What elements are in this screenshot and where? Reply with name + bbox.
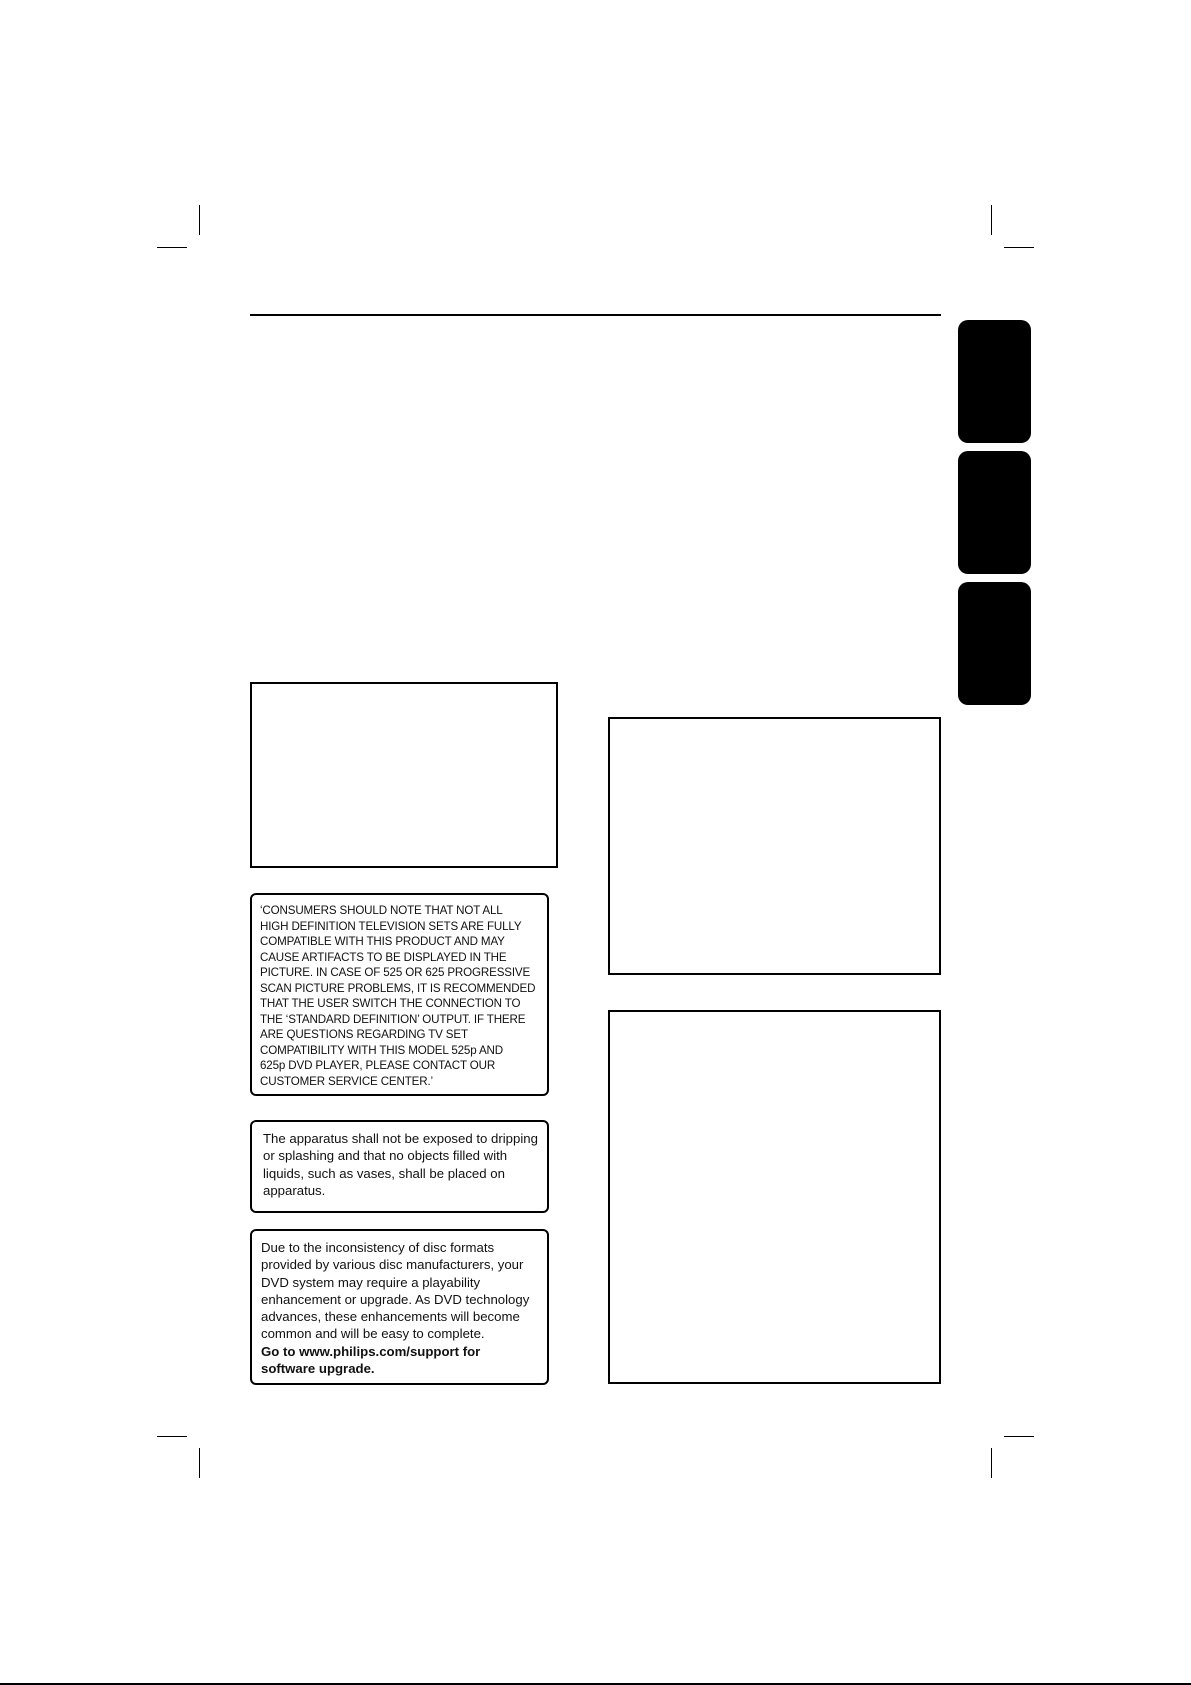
empty-box-right-top xyxy=(608,717,941,975)
empty-box-right-bottom xyxy=(608,1010,941,1384)
disc-formats-text: Due to the inconsistency of disc formats provided by various disc manufacturers, your DVD system may require a playability enhancement or upgrade. As DVD technology advances, these enhancements will become common and will be easy to complete. xyxy=(261,1240,530,1342)
hdtv-compatibility-notice: ‘CONSUMERS SHOULD NOTE THAT NOT ALL HIGH DEFINITION TELEVISION SETS ARE FULLY COMPATIBLE WITH THIS PRODUCT AND MAY CAUSE ARTIFACTS TO BE DISPLAYED IN THE PICTURE. IN CASE OF 525 OR 625 PROGRESSIVE SCAN PICTURE PROBLEMS, IT IS RECOMMENDED THAT THE USER SWITCH THE CONNECTION TO THE ‘STANDARD DEFINITION’ OUTPUT. IF THERE ARE QUESTIONS REGARDING TV SET COMPATIBILITY WITH THIS MODEL 525p AND 625p DVD PLAYER, PLEASE CONTACT OUR CUSTOMER SERVICE CENTER.’ xyxy=(250,893,549,1096)
crop-mark-top-left-horizontal xyxy=(157,247,187,248)
crop-mark-bottom-right-horizontal xyxy=(1004,1436,1034,1437)
disc-formats-notice xyxy=(250,1229,549,1385)
language-tab-1 xyxy=(958,320,1031,443)
crop-mark-bottom-left-vertical xyxy=(199,1448,200,1478)
crop-mark-top-right-vertical xyxy=(991,205,992,235)
crop-mark-bottom-right-vertical xyxy=(991,1448,992,1478)
crop-mark-top-right-horizontal xyxy=(1004,247,1034,248)
empty-box-left xyxy=(250,682,558,868)
language-tab-3 xyxy=(958,582,1031,705)
dripping-warning-notice: The apparatus shall not be exposed to dripping or splashing and that no objects filled with liquids, such as vases, shall be placed on apparatus. xyxy=(250,1120,549,1213)
language-tab-2 xyxy=(958,451,1031,574)
crop-mark-top-left-vertical xyxy=(199,205,200,235)
crop-mark-bottom-left-horizontal xyxy=(157,1436,187,1437)
header-rule xyxy=(250,314,941,316)
upgrade-link-text: Go to www.philips.com/support for software upgrade. xyxy=(261,1343,481,1377)
